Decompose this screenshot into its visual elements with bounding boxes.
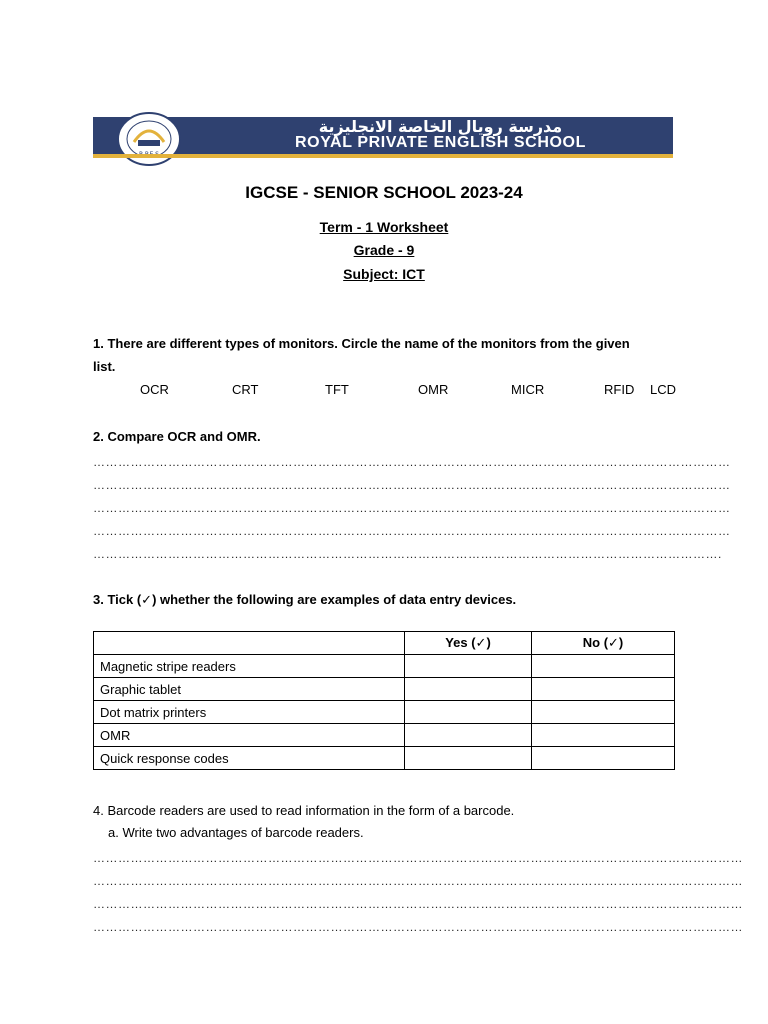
banner-gold-stripe [93,154,673,158]
answer-line[interactable]: ……………………………………………………………………………………………………………………………………. [93,547,722,561]
yes-tick-cell[interactable] [405,655,532,678]
yes-tick-cell[interactable] [405,724,532,747]
answer-line[interactable]: ……………………………………………………………………………………………………………………………………… [93,524,731,538]
device-label: Graphic tablet [94,678,405,701]
no-tick-cell[interactable] [532,655,675,678]
table-row [94,724,675,747]
answer-line[interactable]: ………………………………………………………………………………………………………………………………………… [93,851,743,865]
answer-line[interactable]: ………………………………………………………………………………………………………………………………………… [93,874,743,888]
yes-tick-cell[interactable] [405,701,532,724]
subject-heading: Subject: ICT [343,266,425,282]
header-cell-blank [94,632,405,655]
no-tick-cell[interactable] [532,678,675,701]
device-label: Quick response codes [94,747,405,770]
device-label: Magnetic stripe readers [94,655,405,678]
yes-tick-cell[interactable] [405,678,532,701]
question-2: 2. Compare OCR and OMR. [93,429,261,444]
question-4a: a. Write two advantages of barcode readers. [108,825,364,840]
question-1-line-2: list. [93,359,116,374]
school-name-arabic: مدرسة رويال الخاصة الانجليزية [318,117,563,136]
question-1-line-1: 1. There are different types of monitors. Circle the name of the monitors from the given [93,336,630,351]
table-row [94,678,675,701]
answer-line[interactable]: ………………………………………………………………………………………………………………………………………… [93,920,743,934]
no-tick-cell[interactable] [532,724,675,747]
school-banner [93,117,673,158]
option-omr: OMR [418,382,449,397]
school-name-english: ROYAL PRIVATE ENGLISH SCHOOL [295,134,586,151]
table-row [94,701,675,724]
question-4: 4. Barcode readers are used to read information in the form of a barcode. [93,803,515,818]
answer-line[interactable]: ……………………………………………………………………………………………………………………………………… [93,501,731,515]
yes-tick-cell[interactable] [405,747,532,770]
option-micr: MICR [511,382,545,397]
device-label: OMR [94,724,405,747]
grade-heading: Grade - 9 [353,242,415,258]
no-tick-cell[interactable] [532,701,675,724]
answer-line[interactable]: ………………………………………………………………………………………………………………………………………… [93,897,743,911]
option-ocr: OCR [140,382,169,397]
answer-line[interactable]: ……………………………………………………………………………………………………………………………………… [93,478,731,492]
table-row [94,747,675,770]
page-title: IGCSE - SENIOR SCHOOL 2023-24 [245,183,523,202]
table-header-row [94,632,675,655]
header-cell-no: No (✓) [532,632,675,655]
option-lcd: LCD [650,382,677,397]
option-rfid: RFID [604,382,635,397]
table-row [94,655,675,678]
option-tft: TFT [325,382,349,397]
option-crt: CRT [232,382,259,397]
term-heading: Term - 1 Worksheet [319,219,449,235]
question-3: 3. Tick (✓) whether the following are examples of data entry devices. [93,592,517,607]
device-label: Dot matrix printers [94,701,405,724]
answer-line[interactable]: ……………………………………………………………………………………………………………………………………… [93,455,731,469]
data-entry-table [93,631,675,770]
no-tick-cell[interactable] [532,747,675,770]
header-cell-yes: Yes (✓) [405,632,532,655]
